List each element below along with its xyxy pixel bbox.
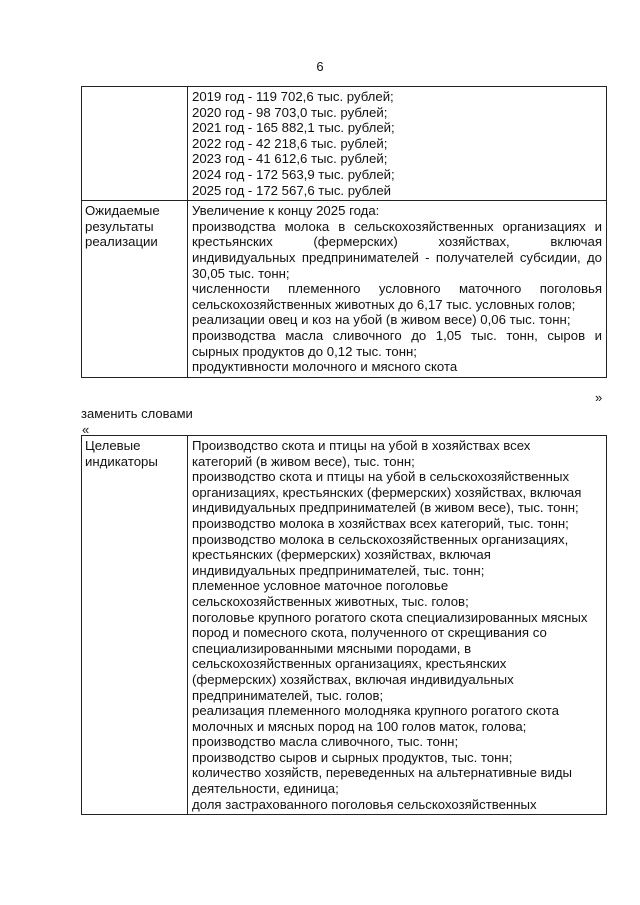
page-number: 6 [316,59,324,74]
results-line: Увеличение к концу 2025 года: [192,203,380,219]
funding-line: 2024 год - 172 563,9 тыс. рублей; [192,166,395,182]
indicator-line: производство скота и птицы на убой в сельскохозяйственных [192,469,570,485]
indicator-line: специализированными мясными породами, в [192,640,472,656]
results-text-cell [188,201,607,378]
results-label-line: результаты [85,218,154,234]
opening-quote-mark: « [82,422,90,437]
funding-line: 2022 год - 42 218,6 тыс. рублей; [192,135,388,151]
indicator-line: индивидуальных предпринимателей (в живом весе), тыс. тонн; [192,500,579,516]
table-row-indicators [82,436,607,815]
indicator-line: сельскохозяйственных организациях, крестьянских [192,656,507,672]
funding-line: 2021 год - 165 882,1 тыс. рублей; [192,120,395,136]
indicator-line: организациях, крестьянских (фермерских) хозяйствах, включая [192,484,582,500]
results-line: реализации овец и коз на убой (в живом весе) 0,06 тыс. тонн; [192,312,571,328]
table-row-funding [82,87,607,201]
target-indicators-table [81,435,607,815]
indicator-line: Производство скота и птицы на убой в хозяйствах всех [192,438,531,453]
funding-results-table [81,86,607,378]
indicator-line: деятельности, единица; [192,781,339,797]
funding-line: 2019 год - 119 702,6 тыс. рублей; [192,89,394,104]
results-label-line: Ожидаемые [85,203,160,219]
results-line: производства масла сливочного до 1,05 тыс. тонн, сыров и [192,327,602,343]
funding-line: 2025 год - 172 567,6 тыс. рублей [192,182,392,198]
results-line: численности племенного условного маточного поголовья [192,281,602,297]
indicator-line: (фермерских) хозяйствах, включая индивидуальных [192,671,514,687]
table-row-results [82,201,607,378]
funding-label-cell [82,87,188,201]
results-line: 30,05 тыс. тонн; [192,265,290,281]
indicators-text-cell [188,436,607,815]
indicator-line: доля застрахованного поголовья сельскохозяйственных [192,796,537,812]
indicator-line: производство молока в хозяйствах всех категорий, тыс. тонн; [192,515,569,531]
results-line: сельскохозяйственных животных до 6,17 тыс. условных голов; [192,296,576,312]
results-line: индивидуальных предпринимателей - получателей субсидии, до [192,249,602,265]
funding-lines-cell [188,87,607,201]
funding-line: 2023 год - 41 612,6 тыс. рублей; [192,151,388,167]
indicator-line: предпринимателей, тыс. голов; [192,687,384,703]
indicator-line: производство сыров и сырных продуктов, тыс. тонн; [192,749,513,765]
indicator-line: молочных и мясных пород на 100 голов маток, голова; [192,718,527,734]
indicators-label-line: Целевые [85,438,141,453]
indicator-line: крестьянских (фермерских) хозяйствах, включая [192,547,491,563]
indicator-line: категорий (в живом весе), тыс. тонн; [192,453,415,469]
indicator-line: поголовье крупного рогатого скота специализированных мясных [192,609,588,625]
indicator-line: сельскохозяйственных животных, тыс. голов; [192,593,469,609]
results-line: крестьянских (фермерских) хозяйствах, включая [192,234,602,250]
indicator-line: количество хозяйств, переведенных на альтернативные виды [192,765,573,781]
indicator-line: реализация племенного молодняка крупного рогатого скота [192,703,559,719]
results-label-cell [82,201,188,378]
indicator-line: производство масла сливочного, тыс. тонн; [192,734,459,750]
closing-quote-mark: » [595,390,603,405]
results-label-line: реализации [85,234,158,250]
replace-words-text: заменить словами [81,406,193,421]
results-line: производства молока в сельскохозяйственных организациях и [192,218,602,234]
results-line: сырных продуктов до 0,12 тыс. тонн; [192,343,417,359]
indicator-line: племенное условное маточное поголовье [192,578,449,594]
indicator-line: индивидуальных предпринимателей, тыс. тонн; [192,562,485,578]
indicator-line: производство молока в сельскохозяйственных организациях, [192,531,569,547]
results-line: продуктивности молочного и мясного скота [192,359,458,375]
indicator-line: пород и помесного скота, полученного от скрещивания со [192,625,547,641]
funding-line: 2020 год - 98 703,0 тыс. рублей; [192,104,388,120]
indicators-label-line: индикаторы [85,453,158,469]
indicators-label-cell [82,436,188,815]
